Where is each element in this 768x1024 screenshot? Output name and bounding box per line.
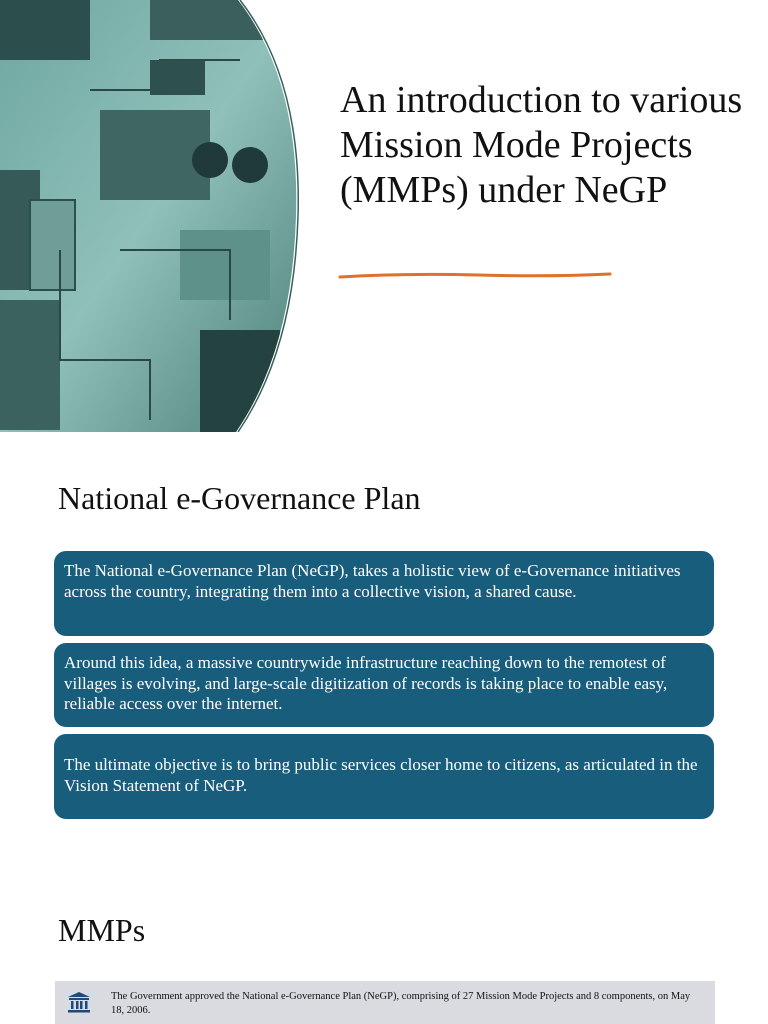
info-card-text: The ultimate objective is to bring public services closer home to citizens, as articulated in the Vision Statement of NeGP. (64, 755, 698, 795)
page-title: An introduction to various Mission Mode Projects (MMPs) under NeGP (340, 79, 743, 211)
notice-text: The Government approved the National e-Governance Plan (NeGP), comprising of 27 Mission Mode Projects and 8 components, on May 18, 2006. (111, 991, 691, 1016)
negp-slide (0, 450, 768, 870)
info-card-text: Around this idea, a massive countrywide infrastructure reaching down to the remotest of villages is evolving, and large-scale digitization of records is taking place to enable easy, reliable access over the internet. (64, 653, 668, 714)
cover-slide (0, 0, 768, 432)
info-card (54, 551, 714, 636)
section-heading-negp: National e-Governance Plan (58, 480, 421, 516)
section-heading-mmps: MMPs (58, 912, 146, 948)
government-building-icon (67, 991, 91, 1013)
info-card-text: The National e-Governance Plan (NeGP), takes a holistic view of e-Governance initiatives across the country, integrating them into a collective vision, a shared cause. (64, 561, 681, 601)
notice-banner (55, 981, 715, 1024)
info-card (54, 734, 714, 819)
circuit-board-image (0, 0, 300, 432)
title-underline (338, 268, 613, 282)
info-card (54, 643, 714, 727)
